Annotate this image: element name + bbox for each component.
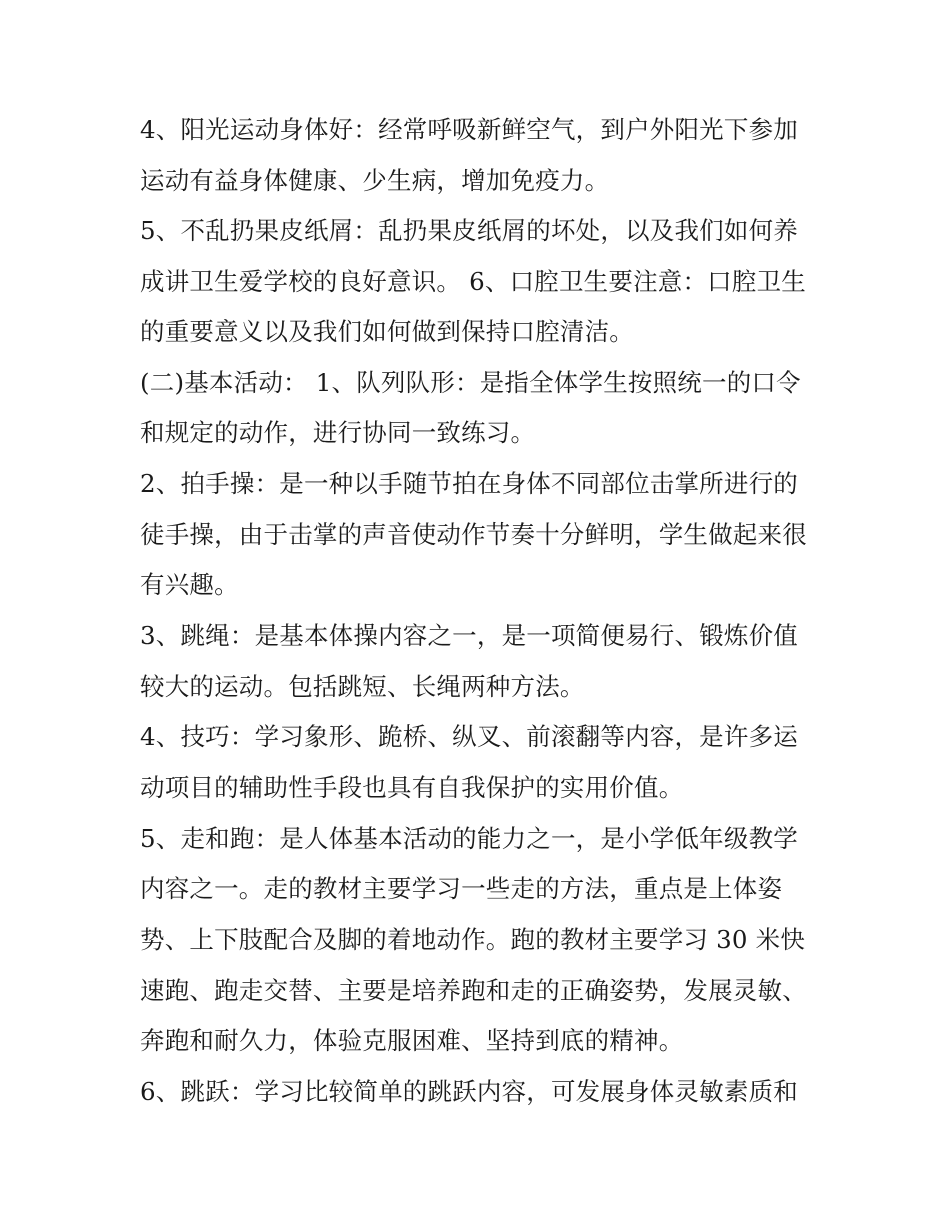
text-line: 奔跑和耐久力，体验克服困难、坚持到底的精神。 — [140, 1026, 684, 1055]
text-line: 4、阳光运动身体好：经常呼吸新鲜空气，到户外阳光下参加 — [140, 115, 798, 144]
text-line: 速跑、跑走交替、主要是培养跑和走的正确姿势，发展灵敏、 — [140, 976, 807, 1005]
text-line: 5、走和跑：是人体基本活动的能力之一，是小学低年级教学 — [140, 824, 798, 853]
text-line: 内容之一。走的教材主要学习一些走的方法，重点是上体姿 — [140, 874, 783, 903]
text-line: 势、上下肢配合及脚的着地动作。跑的教材主要学习 30 米快 — [140, 925, 806, 954]
text-line: 5、不乱扔果皮纸屑：乱扔果皮纸屑的坏处，以及我们如何养 — [140, 216, 798, 245]
text-line: 6、跳跃：学习比较简单的跳跃内容，可发展身体灵敏素质和 — [140, 1077, 798, 1106]
text-line: 2、拍手操：是一种以手随节拍在身体不同部位击掌所进行的 — [140, 469, 798, 498]
text-line: 3、跳绳：是基本体操内容之一，是一项简便易行、锻炼价值 — [140, 621, 798, 650]
text-line: 4、技巧：学习象形、跪桥、纵叉、前滚翻等内容，是许多运 — [140, 722, 798, 751]
text-line: 较大的运动。包括跳短、长绳两种方法。 — [140, 672, 585, 701]
text-line: 徒手操，由于击掌的声音使动作节奏十分鲜明，学生做起来很 — [140, 520, 807, 549]
text-line: 成讲卫生爱学校的良好意识。 6、口腔卫生要注意：口腔卫生 — [140, 267, 806, 296]
text-line: (二)基本活动： 1、队列队形：是指全体学生按照统一的口令 — [140, 368, 801, 397]
text-line: 运动有益身体健康、少生病，增加免疫力。 — [140, 166, 610, 195]
text-line: 和规定的动作，进行协同一致练习。 — [140, 418, 536, 447]
text-line: 有兴趣。 — [140, 570, 239, 599]
text-line: 的重要意义以及我们如何做到保持口腔清洁。 — [140, 317, 634, 346]
text-line: 动项目的辅助性手段也具有自我保护的实用价值。 — [140, 773, 684, 802]
